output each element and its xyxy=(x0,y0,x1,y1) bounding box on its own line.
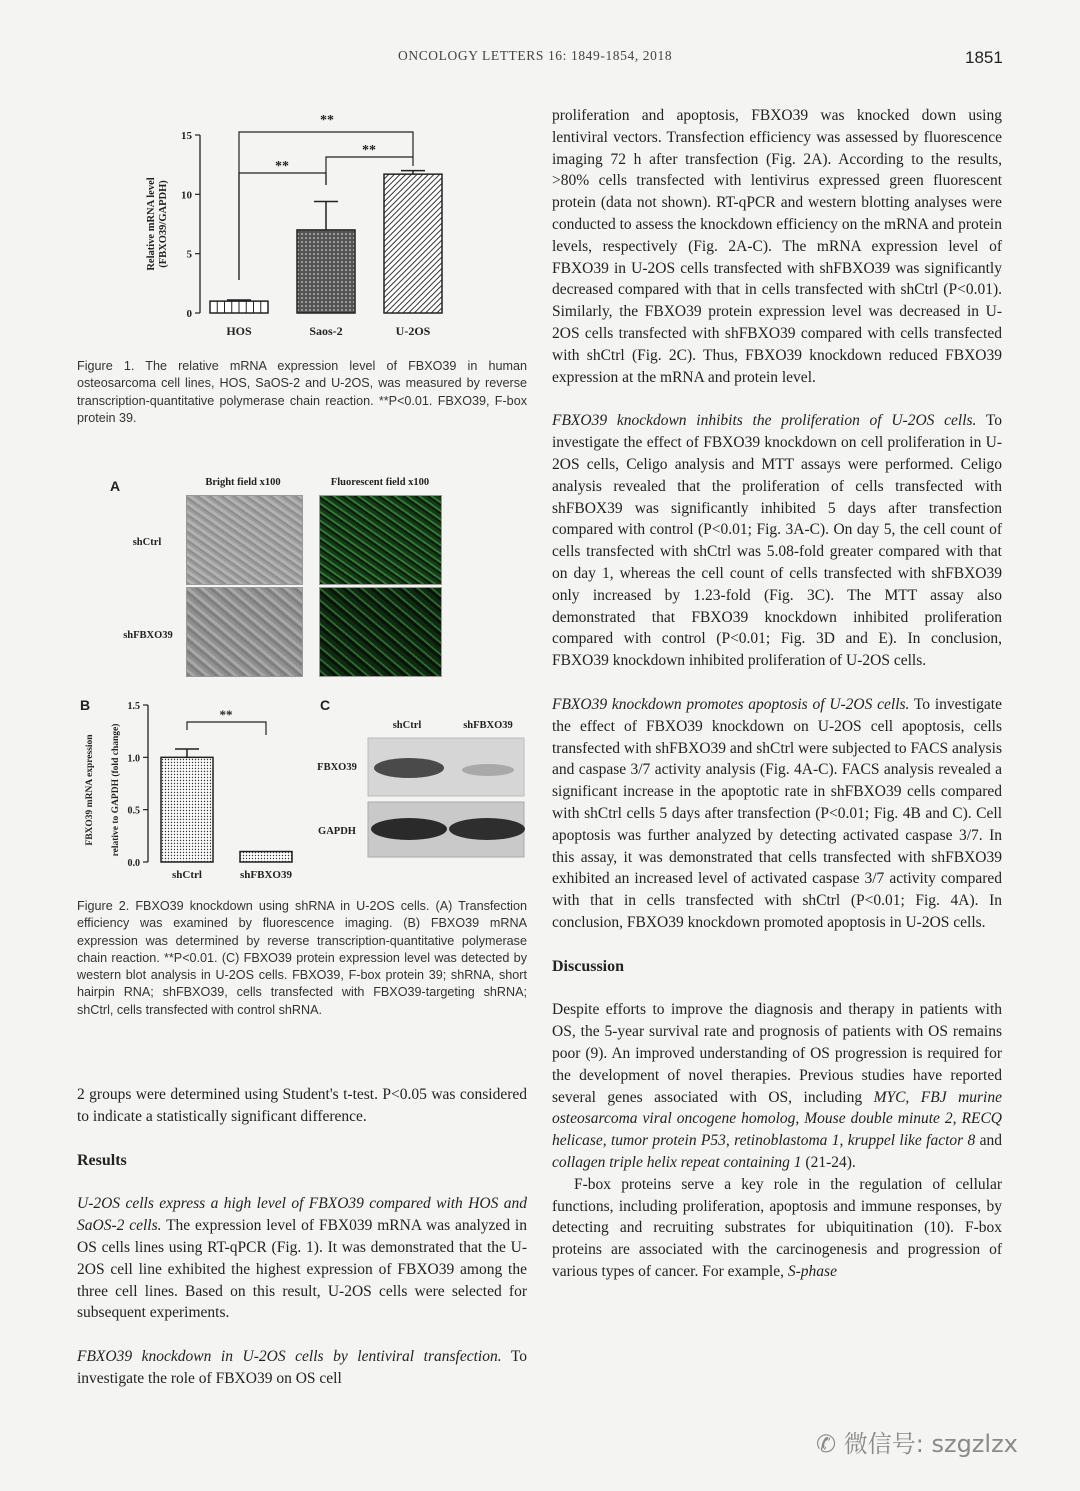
right-para-3: FBXO39 knockdown promotes apoptosis of U-2OS cells. To investigate the effect of FBXO39 knockdown on U-2OS cell apoptosis, cells transfected with shFBXO39 and shCtrl were subjected to FACS analysis and caspase 3/7 activity analysis (Fig. 4A-C). FACS analysis revealed a significant increase in the apoptotic rate in shFBXO39 cells compared with shCtrl cells 5 days after transfection (P<0.01; Fig. 4B and C). Cell apoptosis was further analyzed by detecting activated caspase 3/7. In this assay, it was demonstrated that cells transfected with shFBXO39 exhibited an increased level of activated caspase 3/7 activity compared with that in cells transfected with shCtrl (P<0.01; Fig. 4A). In conclusion, FBXO39 knockdown promoted apoptosis in U-2OS cells. xyxy=(552,695,1002,931)
y-tick-label: 10 xyxy=(181,189,192,202)
fluorescent-shctrl-image xyxy=(319,495,442,585)
blot-gapdh-band-shfbxo39 xyxy=(449,818,525,840)
x-tick-label: HOS xyxy=(226,324,252,338)
wechat-icon: ✆ xyxy=(816,1430,837,1458)
right-para-2: FBXO39 knockdown inhibits the proliferation of U-2OS cells. To investigate the effect of FBXO39 knockdown on cell proliferation in U-2OS cells, Celigo analysis and MTT assays were performed. Celigo analysis revealed that the proliferation of cells transfected with shFBOX39 was significantly inhibited 5 days after transfection compared with control (P<0.01; Fig. 3A-C). On day 5, the cell count of cells transfected with shCtrl was 5.08-fold greater compared with that on day 1, whereas the cell count of cells transfected with shFBXO39 only increased by 1.23-fold (Fig. 3C). The MTT assay also demonstrated that FBXO39 knockdown inhibited proliferation compared with control (P<0.01; Fig. 3D and E). In conclusion, FBXO39 knockdown inhibited proliferation of U-2OS cells. xyxy=(552,412,1002,670)
blot-band2-label: GAPDH xyxy=(318,826,356,837)
bar-shCtrl xyxy=(161,757,213,862)
figure1-chart xyxy=(140,100,460,345)
y-tick-label: 5 xyxy=(186,248,192,261)
figure1-caption: Figure 1. The relative mRNA expression level of FBXO39 in human osteosarcoma cell lines, HOS, SaOS-2 and U-2OS, was measured by reverse transcription-quantitative polymerase chain reaction. **P<0.01. FBXO39, F-box protein 39. xyxy=(77,359,527,425)
right-column xyxy=(552,105,1002,1283)
x-tick-label: shCtrl xyxy=(172,869,202,881)
x-tick-label: U-2OS xyxy=(395,324,431,338)
right-para-4: Despite efforts to improve the diagnosis and therapy in patients with OS, the 5-year survival rate and prognosis of patients with OS remains poor (9). An improved understanding of OS progression is required for the development of novel therapies. Previous studies have reported several genes associated with OS, including MYC, FBJ murine osteosarcoma viral oncogene homolog, Mouse double minute 2, RECQ helicase, tumor protein P53, retinoblastoma 1, kruppel like factor 8 and collagen triple helix repeat containing 1 (21-24). xyxy=(552,1001,1002,1172)
discussion-heading: Discussion xyxy=(552,957,625,975)
fluorescent-shfbxo39-image xyxy=(319,587,442,677)
sig-marker: ** xyxy=(362,143,376,158)
panelA-row1-label: shCtrl xyxy=(132,537,162,548)
y-tick-label: 0.0 xyxy=(127,858,140,869)
page-number: 1851 xyxy=(965,48,1003,67)
left-para-2: U-2OS cells express a high level of FBXO39 compared with HOS and SaOS-2 cells. The expression level of FBX039 mRNA was analyzed in OS cells lines using RT-qPCR (Fig. 1). It was demonstrated that the U-2OS cell line exhibited the highest expression of FBXO39 among the three cell lines. Based on this result, U-2OS cells were selected for subsequent experiments. xyxy=(77,1195,527,1322)
right-subheading-1: FBXO39 knockdown inhibits the proliferation of U-2OS cells. xyxy=(552,412,977,430)
y-tick-label: 0.5 xyxy=(127,805,140,817)
western-blot xyxy=(305,712,535,862)
figure2B-chart xyxy=(80,695,310,890)
blot-gapdh-band-shctrl xyxy=(371,818,447,840)
x-tick-label: Saos-2 xyxy=(309,324,343,338)
x-tick-label: shFBXO39 xyxy=(240,869,292,881)
sig-marker: ** xyxy=(320,113,334,128)
blot-lane1-label: shCtrl xyxy=(392,720,422,731)
y-tick-label: 1.0 xyxy=(127,753,140,765)
left-column xyxy=(77,1084,527,1390)
bar-Saos-2 xyxy=(297,230,355,313)
bar-U-2OS xyxy=(384,174,442,313)
fig2-panelA-letter: A xyxy=(110,478,121,494)
brightfield-shctrl-image xyxy=(186,495,303,585)
right-para-5: F-box proteins serve a key role in the regulation of cellular functions, including proliferation, apoptosis and immune responses, by detecting and recruiting substrates for ubiquitination (10). F-box proteins are associated with the carcinogenesis and progression of various types of cancer. For example, S-phase xyxy=(552,1175,1002,1281)
fig2-panelC-letter: C xyxy=(320,697,331,713)
figure2B-ylabel: FBXO39 mRNA expression relative to GAPDH (fold change) xyxy=(85,723,121,857)
y-tick-label: 15 xyxy=(181,130,192,142)
blot-fbxo39-band-shfbxo39 xyxy=(462,764,514,776)
panelA-col2-label: Fluorescent field x100 xyxy=(330,477,430,488)
bar-shFBXO39 xyxy=(240,852,292,862)
sig-marker: ** xyxy=(219,707,233,722)
fig2-panelB-letter: B xyxy=(80,697,91,713)
journal-header: ONCOLOGY LETTERS 16: 1849-1854, 2018 xyxy=(398,48,673,63)
sig-bracket xyxy=(187,722,266,735)
panelA-row2-label: shFBXO39 xyxy=(123,630,173,641)
left-subheading-2: FBXO39 knockdown in U-2OS cells by lentiviral transfection. xyxy=(77,1348,502,1366)
wechat-watermark: ✆ 微信号: szgzlzx xyxy=(816,1430,1018,1458)
results-heading: Results xyxy=(77,1151,127,1169)
right-subheading-2: FBXO39 knockdown promotes apoptosis of U-2OS cells. xyxy=(552,695,910,713)
figure1-ylabel: Relative mRNA level(FBXO39/GAPDH) xyxy=(146,177,169,271)
brightfield-shfbxo39-image xyxy=(186,587,303,677)
y-tick-label: 1.5 xyxy=(127,701,140,712)
blot-fbxo39-band-shctrl xyxy=(374,758,444,778)
sig-marker: ** xyxy=(275,159,289,174)
blot-lane2-label: shFBXO39 xyxy=(463,720,513,731)
left-para-1: 2 groups were determined using Student's t-test. P<0.05 was considered to indicate a statistically significant difference. xyxy=(77,1086,527,1125)
y-tick-label: 0 xyxy=(186,308,192,320)
figure2-caption: Figure 2. FBXO39 knockdown using shRNA in U-2OS cells. (A) Transfection efficiency was examined by fluorescence imaging. (B) FBXO39 mRNA expression was determined by reverse transcription-quantitative polymerase chain reaction. **P<0.01. (C) FBXO39 protein expression level was detected by western blot analysis in U-2OS cells. FBXO39, F-box protein 39; shRNA, short hairpin RNA; shFBXO39, cells transfected with FBXO39-targeting shRNA; shCtrl, cells transfected with control shRNA. xyxy=(77,899,527,1017)
left-subheading-1: U-2OS cells express a high level of FBXO39 compared with HOS and SaOS-2 cells. xyxy=(77,1195,527,1235)
right-para-1: proliferation and apoptosis, FBXO39 was knocked down using lentiviral vectors. Transfection efficiency was assessed by fluorescence imaging 72 h after transfection (Fig. 2A). According to the results, >80% cells transfected with lentivirus expressed green fluorescent protein (data not shown). RT-qPCR and western blotting analyses were conducted to assess the knockdown efficiency on the mRNA and protein levels, respectively (Fig. 2A-C). The mRNA expression level of FBXO39 in U-2OS cells transfected with shFBXO39 was significantly decreased compared with that in cells transfected with shCtrl (P<0.01). Similarly, the FBXO39 protein expression level was decreased in U-2OS cells transfected with shFBXO39 compared with cells transfected with shCtrl (Fig. 2C). Thus, FBXO39 knockdown reduced FBXO39 expression at the mRNA and protein level. xyxy=(552,107,1002,386)
panelA-col1-label: Bright field x100 xyxy=(205,477,281,488)
blot-band1-label: FBXO39 xyxy=(317,762,357,773)
left-para-3: FBXO39 knockdown in U-2OS cells by lentiviral transfection. To investigate the role of FBXO39 on OS cell xyxy=(77,1348,528,1387)
